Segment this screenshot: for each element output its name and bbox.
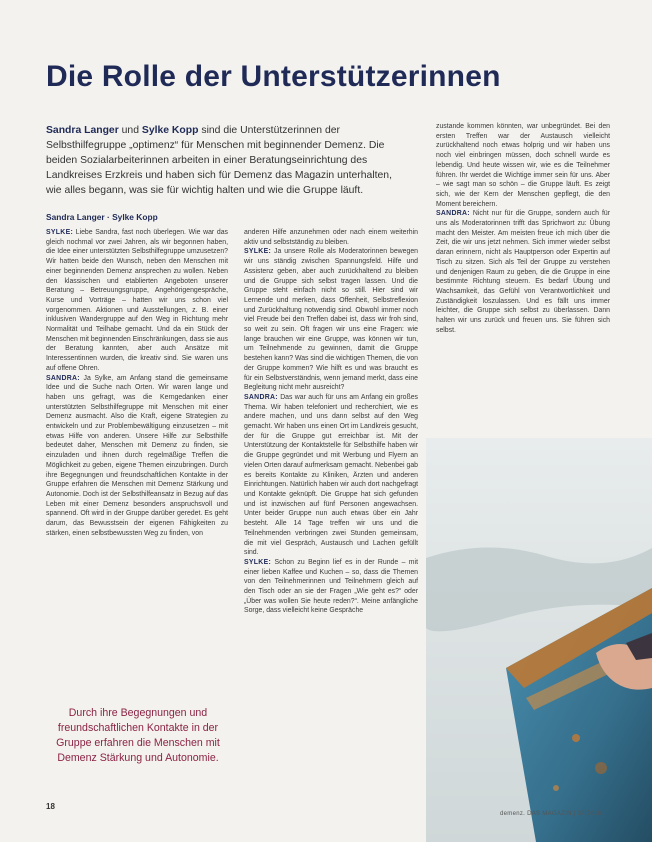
paragraph-text: Schon zu Beginn lief es in der Runde – mit einer lieben Kaffee und Kuchen – so, dass die Themen von den Teilnehmerinnen und Teilnehmern gleich auf den Tisch oder an sie der Fragen „Wie geht es?“ oder „Über was wollen Sie heute reden?“. Meine anfängliche Sorge, dass vielleicht keine Gespräche — [244, 558, 418, 615]
article-paragraph — [46, 374, 228, 539]
article-paragraph — [436, 209, 610, 335]
speaker-label: SYLKE: — [244, 558, 272, 566]
article-paragraph — [436, 122, 610, 209]
pull-quote: Durch ihre Begegnungen und freundschaftlichen Kontakte in der Gruppe erfahren die Menschen mit Demenz Stärkung und Autonomie. — [56, 707, 220, 764]
intro-text-1: und — [118, 125, 142, 136]
article-photo — [426, 438, 652, 842]
speaker-label: SANDRA: — [244, 393, 278, 401]
article-column-1 — [46, 228, 228, 698]
article-paragraph — [244, 247, 418, 393]
article-paragraph — [244, 228, 418, 247]
intro-paragraph — [46, 123, 410, 198]
article-column-2 — [244, 228, 418, 826]
footer-publication: demenz. DAS MAGAZIN | 37/2018 — [500, 811, 602, 817]
paragraph-text: Nicht nur für die Gruppe, sondern auch für uns als Moderatorinnen trifft das Sprichwort zu: Übung macht den Meister. Am meisten freue ich mich über die Zeit, die wir uns jetzt nehmen. Sich immer wieder selbst daran erinnern, nicht als Hauptperson oder Expertin auf Tisch zu sitzen. Sich als Teil der Gruppe zu verstehen und denjenigen Raum zu geben, die die Gruppe in eine bestimmte Richtung steuern. Es bedarf Übung und Wachsamkeit, das Gefühl von Verantwortlichkeit und Zuständigkeit loszulassen. Und es fällt uns immer leichter, die Gruppe sich selbst zu überlassen. Dann halten wir uns zurück und freuen uns. Sie führen sich selbst. — [436, 210, 610, 334]
intro-text-2: sind die Unterstützerinnen der Selbsthilfegruppe „optimenz“ für Menschen mit beginnender Demenz. Die beiden Sozialarbeiterinnen arbeiten in einer Beratungseinrichtung des Landkreises Erzkreis und haben sich für Demenz das Magazin unterhalten, wie alles begann, was sie für wichtig halten und wie die Gruppe läuft. — [46, 125, 392, 196]
paragraph-text: Liebe Sandra, fast noch überlegen. Wie war das gleich nochmal vor zwei Jahren, als wir begonnen haben, die Idee einer unterstützten Selbsthilfegruppe umzusetzen? Wir hatten beide den Wunsch, neben den Menschen mit einer beginnenden Demenz ansprechen zu wollen. Neben den klassischen und etablierten Angeboten unserer Beratung – Betreuungsgruppe, Angehörigengespräche, Kurse und Vorträge – hatten wir uns schon viel vorgenommen. Aktionen und Ausstellungen, z. B. einer inklusiven Wandergruppe auf den Weg in Richtung mehr Normalität und Teilhabe gemacht. Und da ein Stück der Menschen mit beginnenden Einschränkungen, dass sie aus der Beratung kannten, aber auch Ansätze mit Interessentinnen wurden, die kreativ sind. Sie waren uns auf offene Ohren. — [46, 229, 228, 372]
paragraph-text: anderen Hilfe anzunehmen oder nach einem weiterhin aktiv und selbstständig zu bleiben. — [244, 229, 418, 246]
speaker-label: SANDRA: — [436, 210, 470, 218]
article-paragraph — [46, 228, 228, 374]
article-paragraph — [244, 393, 418, 558]
photo-illustration — [426, 438, 652, 842]
page-number: 18 — [46, 802, 55, 811]
paragraph-text: zustande kommen könnten, war unbegründet. Bei den ersten Treffen war der Austausch vielleicht zurückhaltend noch etwas holprig und wir haben uns noch viel einbringen müssen, doch schnell wurde es lebendig. Und heute wissen wir, wie es die Teilnehmer führen. Ihr werdet die Wichtige immer sein für uns. Aber – wie sagt man so schön – die Gruppe läuft. Es zeigt sich, wie der Kern der Menschen gepflegt, die den Moment bereichern. — [436, 123, 610, 208]
speaker-label: SANDRA: — [46, 374, 80, 382]
paragraph-text: Ja unsere Rolle als Moderatorinnen bewegen wir uns ständig zwischen Spannungsfeld. Hilfe und Assistenz geben, aber auch zurückhaltend zu bleiben und die Gruppe sich selbst tragen lassen. Und die Gruppe steht einfach nicht so still. Hier sind wir Lernende und merken, dass Offenheit, Selbstreflexion und Zurückhaltung notwendig sind. Obwohl immer noch viel Freude bei den Treffen dabei ist, dass wir froh sind, so weit zu sein. Oft fragen wir uns eine Fragen: wie lange brauchen wir eine Gruppe, was können wir tun, um Teilnehmende zu gewinnen, damit die Gruppe bestehen kann? Was sind die wichtigen Themen, die von der Gruppe kommen? Wie hilft es und was braucht es für ein Selbstverständnis, wenn jemand merkt, dass eine Begleitung nicht mehr ausreicht? — [244, 248, 418, 392]
byline: Sandra Langer · Sylke Kopp — [46, 212, 158, 222]
speaker-label: SYLKE: — [46, 229, 74, 236]
article-paragraph — [244, 558, 418, 616]
intro-name-2: Sylke Kopp — [141, 125, 199, 136]
page-title: Die Rolle der Unterstützerinnen — [46, 60, 501, 93]
speaker-label: SYLKE: — [244, 248, 272, 256]
article-column-3 — [436, 122, 610, 418]
intro-name-1: Sandra Langer — [46, 125, 119, 136]
paragraph-text: Das war auch für uns am Anfang ein großes Thema. Wir haben telefoniert und recherchiert, wie es andere machen, und uns dann selbst auf den Weg gemacht. Wir haben uns einen Ort im Landkreis gesucht, der für die Gruppe gut erreichbar ist. Mit der Unterstützung der Kontaktstelle für Selbsthilfe haben wir die Gruppe gegründet und mit Werbung und Flyern an vielen Orten darauf aufmerksam gemacht. Nebenbei gab es bereits Kontakte zu Kliniken, Ärzten und anderen Einrichtungen. Natürlich haben wir auch dort nachgefragt und Kontakte geknüpft. Die Gruppe hat sich gefunden und ist inzwischen auf fünf Personen angewachsen. Unter beider Gruppe nun auch etwas über ein Jahr besteht. Alle 14 Tage treffen wir uns und die Teilnehmenden verbringen zwei Stunden gemeinsam, die mit viel Gespräch, Austausch und Lachen gefüllt sind. — [244, 393, 418, 557]
paragraph-text: Ja Sylke, am Anfang stand die gemeinsame Idee und die Suche nach Orten. Wir waren lange und haben uns gefragt, was die Kerngedanken einer unterstützten Selbsthilfegruppe mit Menschen mit einer Demenz ausmacht. Also die Kraft, eigene Strategien zu entwickeln und zur Problembewältigung einzusetzen – mit etwas Hilfe von anderen. Unsere Hilfe zur Selbsthilfe bedeutet daher, Menschen mit Demenz zu finden, sie einzuladen und ihnen durch regelmäßige Treffen die Möglichkeit zu geben, eigene Themen einzubringen. Durch ihre Begegnungen und freundschaftlichen Kontakte in der Gruppe erfahren die Menschen mit Demenz Stärkung und Autonomie. Doch ist der Selbsthilfeansatz in Bezug auf das Leben mit einer Demenz besonders anspruchsvoll und spannend. Oft wird in der Gruppe darüber geredet. Es geht darum, das Bewusstsein der eigenen Fähigkeiten zu stärken, einen selbstbewussten Weg zu finden, von — [46, 374, 228, 537]
